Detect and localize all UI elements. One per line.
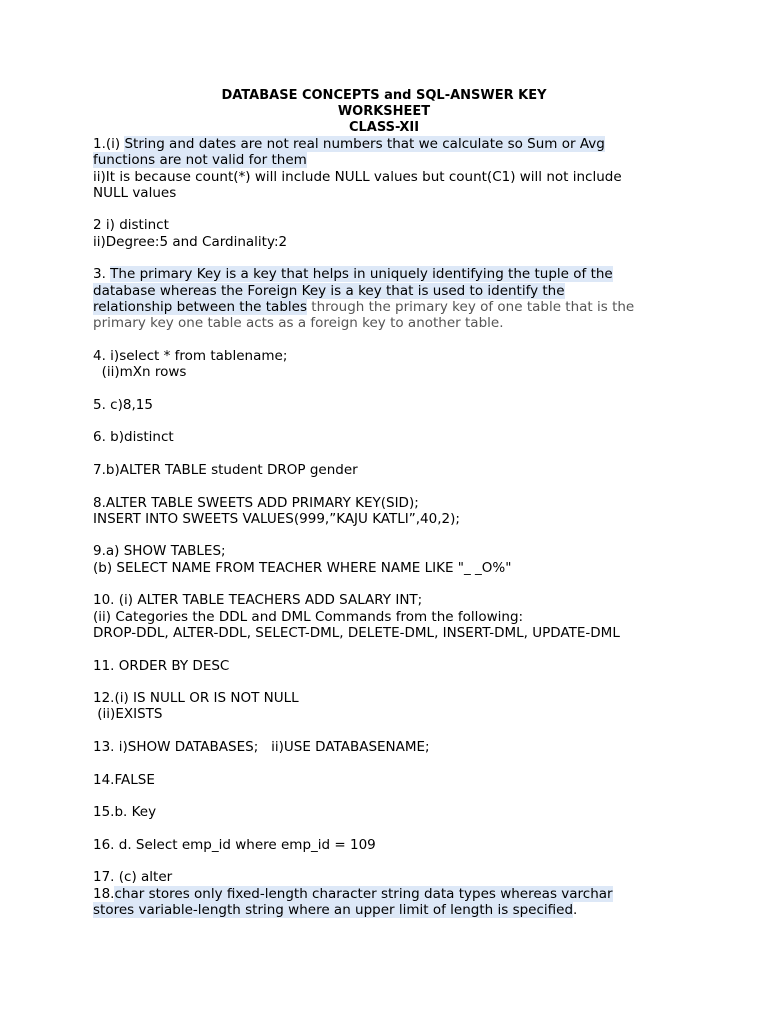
answer-10-line-3: DROP-DDL, ALTER-DDL, SELECT-DML, DELETE-DML, INSERT-DML, UPDATE-DML (93, 624, 620, 641)
spacer (93, 380, 683, 396)
answer-10-line-2: (ii) Categories the DDL and DML Commands from the following: (93, 608, 524, 625)
spacer (93, 674, 683, 690)
answer-1-line-2 (93, 152, 683, 168)
answer-18-line-1 (93, 886, 683, 902)
answer-9-line-1: 9.a) SHOW TABLES; (93, 543, 226, 560)
answer-10-line-1: 10. (i) ALTER TABLE TEACHERS ADD SALARY INT; (93, 592, 423, 609)
answer-1-line-1 (93, 136, 683, 152)
spacer (93, 755, 683, 771)
answer-9-line-2: (b) SELECT NAME FROM TEACHER WHERE NAME LIKE "_ _O%" (93, 559, 512, 576)
answer-8-line-1: 8.ALTER TABLE SWEETS ADD PRIMARY KEY(SID); (93, 494, 419, 511)
answer-3-line-3 (93, 299, 683, 315)
answer-list (93, 136, 683, 918)
answer-1-highlight-cont: functions are not valid for them (93, 152, 307, 169)
answer-18-highlight: char stores only fixed-length character string data types whereas varchar (114, 885, 613, 902)
document-subtitle: WORKSHEET (337, 104, 431, 119)
answer-3-highlight-cont: database whereas the Foreign Key is a key that is used to identify the (93, 282, 565, 299)
answer-1-highlight: String and dates are not real numbers that we calculate so Sum or Avg (124, 136, 605, 152)
answer-16: 16. d. Select emp_id where emp_id = 109 (93, 836, 376, 853)
document-header (0, 88, 768, 136)
answer-3-line-1 (93, 266, 683, 282)
answer-17: 17. (c) alter (93, 869, 173, 886)
spacer (93, 576, 683, 592)
answer-3-highlight: The primary Key is a key that helps in uniquely identifying the tuple of the (110, 266, 613, 283)
answer-18-highlight-cont: stores variable-length string where an upper limit of length is specified (93, 901, 574, 918)
answer-3-gray-text: through the primary key of one table that is the (306, 298, 635, 315)
answer-4-line-1: 4. i)select * from tablename; (93, 347, 288, 364)
spacer (93, 853, 683, 869)
spacer (93, 250, 683, 266)
answer-7: 7.b)ALTER TABLE student DROP gender (93, 461, 358, 478)
spacer (93, 820, 683, 836)
answer-15: 15.b. Key (93, 804, 157, 821)
spacer (93, 641, 683, 657)
spacer (93, 201, 683, 217)
answer-6: 6. b)distinct (93, 429, 174, 446)
spacer (93, 446, 683, 462)
document-title: DATABASE CONCEPTS and SQL-ANSWER KEY (221, 88, 547, 103)
answer-5: 5. c)8,15 (93, 396, 153, 413)
answer-2-line-2: ii)Degree:5 and Cardinality:2 (93, 233, 288, 250)
answer-11: 11. ORDER BY DESC (93, 657, 230, 674)
answer-3-line-2 (93, 283, 683, 299)
answer-3-number: 3. (93, 266, 111, 283)
spacer (93, 723, 683, 739)
answer-4-line-2: (ii)mXn rows (93, 364, 187, 381)
answer-1-line-4: NULL values (93, 184, 177, 201)
document-class: CLASS-XII (348, 120, 420, 135)
answer-1-line-3: ii)It is because count(*) will include NULL values but count(C1) will not include (93, 168, 622, 185)
answer-18-period: . (573, 901, 578, 918)
spacer (93, 332, 683, 348)
answer-13: 13. i)SHOW DATABASES; ii)USE DATABASENAME; (93, 738, 430, 755)
answer-14: 14.FALSE (93, 771, 155, 788)
spacer (93, 788, 683, 804)
answer-18-line-2 (93, 902, 683, 918)
answer-2-line-1: 2 i) distinct (93, 217, 169, 234)
spacer (93, 478, 683, 494)
answer-1-number: 1.(i) (93, 136, 125, 152)
answer-18-number: 18. (93, 885, 115, 902)
answer-12-line-1: 12.(i) IS NULL OR IS NOT NULL (93, 690, 299, 707)
answer-12-line-2: (ii)EXISTS (93, 706, 163, 723)
answer-8-line-2: INSERT INTO SWEETS VALUES(999,”KAJU KATLI”,40,2); (93, 510, 460, 527)
answer-3-line-4: primary key one table acts as a foreign key to another table. (93, 315, 504, 332)
spacer (93, 527, 683, 543)
spacer (93, 413, 683, 429)
answer-3-highlight-end: relationship between the tables (93, 298, 307, 315)
